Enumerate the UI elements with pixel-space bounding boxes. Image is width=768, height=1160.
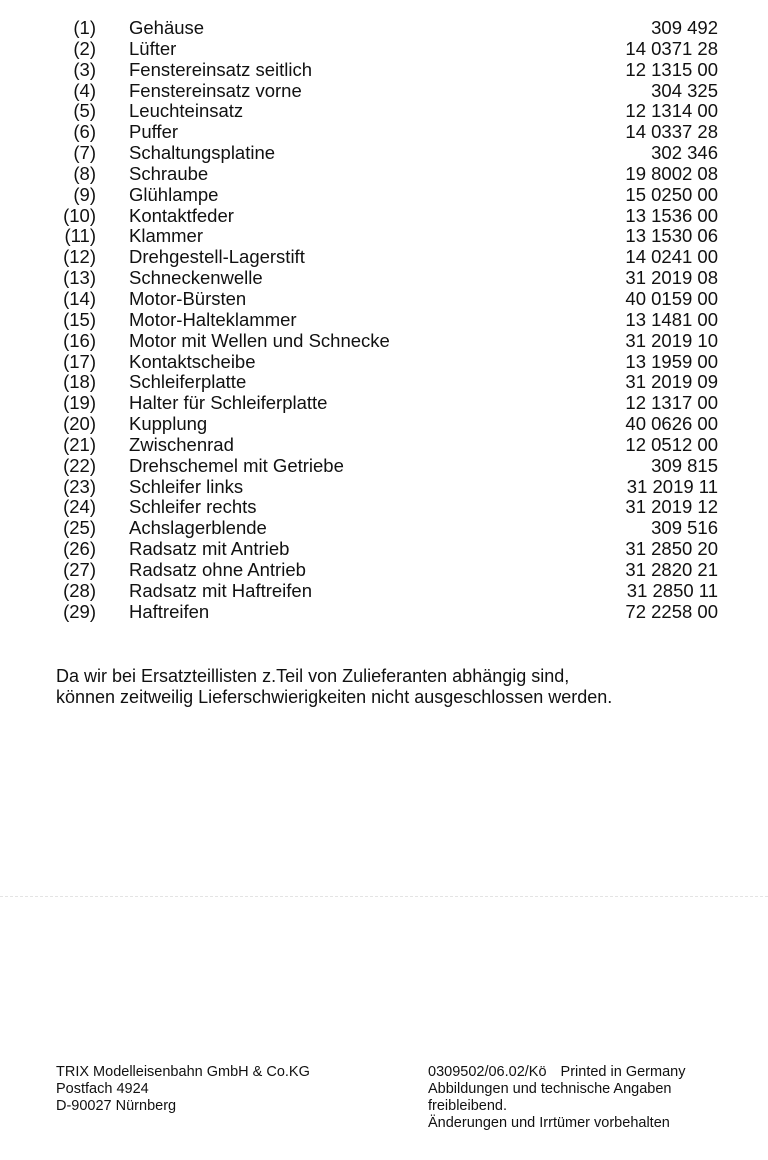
company-name: TRIX Modelleisenbahn GmbH & Co.KG — [56, 1064, 310, 1080]
part-row — [0, 289, 768, 310]
part-number: (1) — [73, 17, 96, 38]
part-name: Schleifer links — [129, 475, 244, 497]
part-number: (11) — [64, 225, 96, 247]
disclaimer-line-1: Abbildungen und technische Angaben — [428, 1081, 672, 1097]
part-code: 13 1959 00 — [625, 350, 718, 372]
part-name: Radsatz mit Antrieb — [129, 538, 290, 560]
part-name: Schaltungsplatine — [129, 142, 276, 164]
part-row — [0, 435, 768, 456]
part-name: Achslagerblende — [129, 517, 267, 539]
part-row — [0, 310, 768, 331]
postbox: Postfach 4924 — [56, 1081, 149, 1097]
part-name: Radsatz mit Haftreifen — [129, 579, 313, 601]
part-name: Motor mit Wellen und Schnecke — [129, 329, 390, 351]
part-row — [0, 539, 768, 560]
part-number: (10) — [63, 204, 96, 226]
part-number: (26) — [63, 538, 96, 560]
part-number: (5) — [73, 100, 96, 122]
part-code: 31 2019 10 — [625, 329, 718, 351]
part-name: Motor-Bürsten — [129, 287, 247, 309]
part-number: (28) — [63, 579, 96, 601]
part-row — [0, 497, 768, 518]
part-row — [0, 581, 768, 602]
part-row — [0, 518, 768, 539]
part-code: 12 1317 00 — [625, 392, 718, 414]
part-code: 309 516 — [651, 517, 718, 539]
part-number: (3) — [73, 58, 96, 80]
part-code: 12 1315 00 — [625, 58, 718, 80]
part-name: Puffer — [129, 121, 179, 143]
part-code: 304 325 — [651, 79, 718, 101]
part-name: Fenstereinsatz seitlich — [129, 58, 313, 80]
scan-fold-line — [0, 896, 768, 897]
part-number: (6) — [73, 121, 96, 143]
part-number: (20) — [63, 413, 96, 435]
part-code: 14 0337 28 — [625, 121, 718, 143]
disclaimer-line-2: freibleibend. — [428, 1098, 507, 1114]
part-number: (9) — [73, 183, 96, 205]
part-number: (8) — [73, 162, 96, 184]
part-code: 13 1530 06 — [625, 225, 718, 247]
part-name: Schleifer rechts — [129, 496, 257, 518]
part-row — [0, 331, 768, 352]
part-code: 31 2019 11 — [626, 475, 718, 497]
part-number: (29) — [63, 600, 96, 622]
part-row — [0, 477, 768, 498]
part-name: Lüfter — [129, 37, 177, 59]
part-code: 309 815 — [651, 454, 718, 476]
part-code: 31 2850 11 — [626, 579, 718, 601]
notice-line-2: können zeitweilig Lieferschwierigkeiten nicht ausgeschlossen werden. — [56, 687, 613, 707]
part-name: Kupplung — [129, 413, 208, 435]
part-code: 12 0512 00 — [625, 433, 718, 455]
part-number: (18) — [63, 371, 96, 393]
part-name: Zwischenrad — [129, 433, 234, 455]
part-row — [0, 143, 768, 164]
part-name: Kontaktscheibe — [129, 350, 256, 372]
part-code: 31 2019 09 — [625, 371, 718, 393]
part-name: Schraube — [129, 162, 209, 184]
parts-list — [0, 18, 768, 622]
part-row — [0, 372, 768, 393]
part-row — [0, 247, 768, 268]
supply-notice — [56, 666, 746, 708]
part-code: 309 492 — [651, 17, 718, 38]
printed-in: Printed in Germany — [560, 1064, 686, 1080]
part-name: Klammer — [129, 225, 204, 247]
part-number: (4) — [73, 79, 96, 101]
part-name: Motor-Halteklammer — [129, 308, 297, 330]
part-number: (22) — [63, 454, 96, 476]
part-number: (27) — [63, 558, 96, 580]
part-row — [0, 164, 768, 185]
part-code: 19 8002 08 — [625, 162, 718, 184]
part-row — [0, 18, 768, 39]
part-code: 31 2019 08 — [625, 267, 718, 289]
part-row — [0, 226, 768, 247]
part-name: Drehschemel mit Getriebe — [129, 454, 344, 476]
part-number: (15) — [63, 308, 96, 330]
footer-legal — [428, 1064, 748, 1132]
part-code: 14 0371 28 — [625, 37, 718, 59]
part-number: (21) — [63, 433, 96, 455]
part-number: (24) — [63, 496, 96, 518]
part-row — [0, 60, 768, 81]
part-code: 13 1536 00 — [625, 204, 718, 226]
city: D-90027 Nürnberg — [56, 1098, 177, 1114]
part-row — [0, 414, 768, 435]
part-number: (19) — [63, 392, 96, 414]
part-code: 72 2258 00 — [625, 600, 718, 622]
part-name: Drehgestell-Lagerstift — [129, 246, 305, 268]
part-name: Radsatz ohne Antrieb — [129, 558, 306, 580]
part-row — [0, 101, 768, 122]
part-row — [0, 122, 768, 143]
part-code: 31 2850 20 — [625, 538, 718, 560]
part-number: (14) — [63, 287, 96, 309]
part-row — [0, 602, 768, 623]
doc-number: 0309502/06.02/Kö — [428, 1064, 547, 1080]
part-name: Haftreifen — [129, 600, 210, 622]
disclaimer-line-3: Änderungen und Irrtümer vorbehalten — [428, 1115, 670, 1131]
part-name: Schleiferplatte — [129, 371, 247, 393]
part-code: 31 2019 12 — [625, 496, 718, 518]
part-row — [0, 560, 768, 581]
part-name: Kontaktfeder — [129, 204, 234, 226]
doc-info-line — [428, 1064, 748, 1081]
part-code: 40 0626 00 — [625, 413, 718, 435]
part-code: 12 1314 00 — [625, 100, 718, 122]
part-code: 40 0159 00 — [625, 287, 718, 309]
part-row — [0, 39, 768, 60]
part-name: Leuchteinsatz — [129, 100, 244, 122]
part-name: Schneckenwelle — [129, 267, 263, 289]
part-name: Halter für Schleiferplatte — [129, 392, 328, 414]
part-number: (2) — [73, 37, 96, 59]
part-code: 302 346 — [651, 142, 718, 164]
part-number: (25) — [63, 517, 96, 539]
part-row — [0, 393, 768, 414]
part-name: Gehäuse — [129, 17, 205, 38]
part-number: (12) — [63, 246, 96, 268]
part-name: Glühlampe — [129, 183, 219, 205]
part-number: (17) — [63, 350, 96, 372]
part-row — [0, 352, 768, 373]
part-number: (16) — [63, 329, 96, 351]
part-row — [0, 81, 768, 102]
part-number: (7) — [73, 142, 96, 164]
part-number: (13) — [63, 267, 96, 289]
part-row — [0, 456, 768, 477]
part-name: Fenstereinsatz vorne — [129, 79, 302, 101]
part-code: 14 0241 00 — [625, 246, 718, 268]
part-row — [0, 206, 768, 227]
part-code: 15 0250 00 — [625, 183, 718, 205]
part-number: (23) — [63, 475, 96, 497]
notice-line-1: Da wir bei Ersatzteillisten z.Teil von Zulieferanten abhängig sind, — [56, 666, 570, 686]
part-code: 31 2820 21 — [625, 558, 718, 580]
part-row — [0, 185, 768, 206]
part-code: 13 1481 00 — [625, 308, 718, 330]
part-row — [0, 268, 768, 289]
footer-address — [56, 1064, 310, 1115]
